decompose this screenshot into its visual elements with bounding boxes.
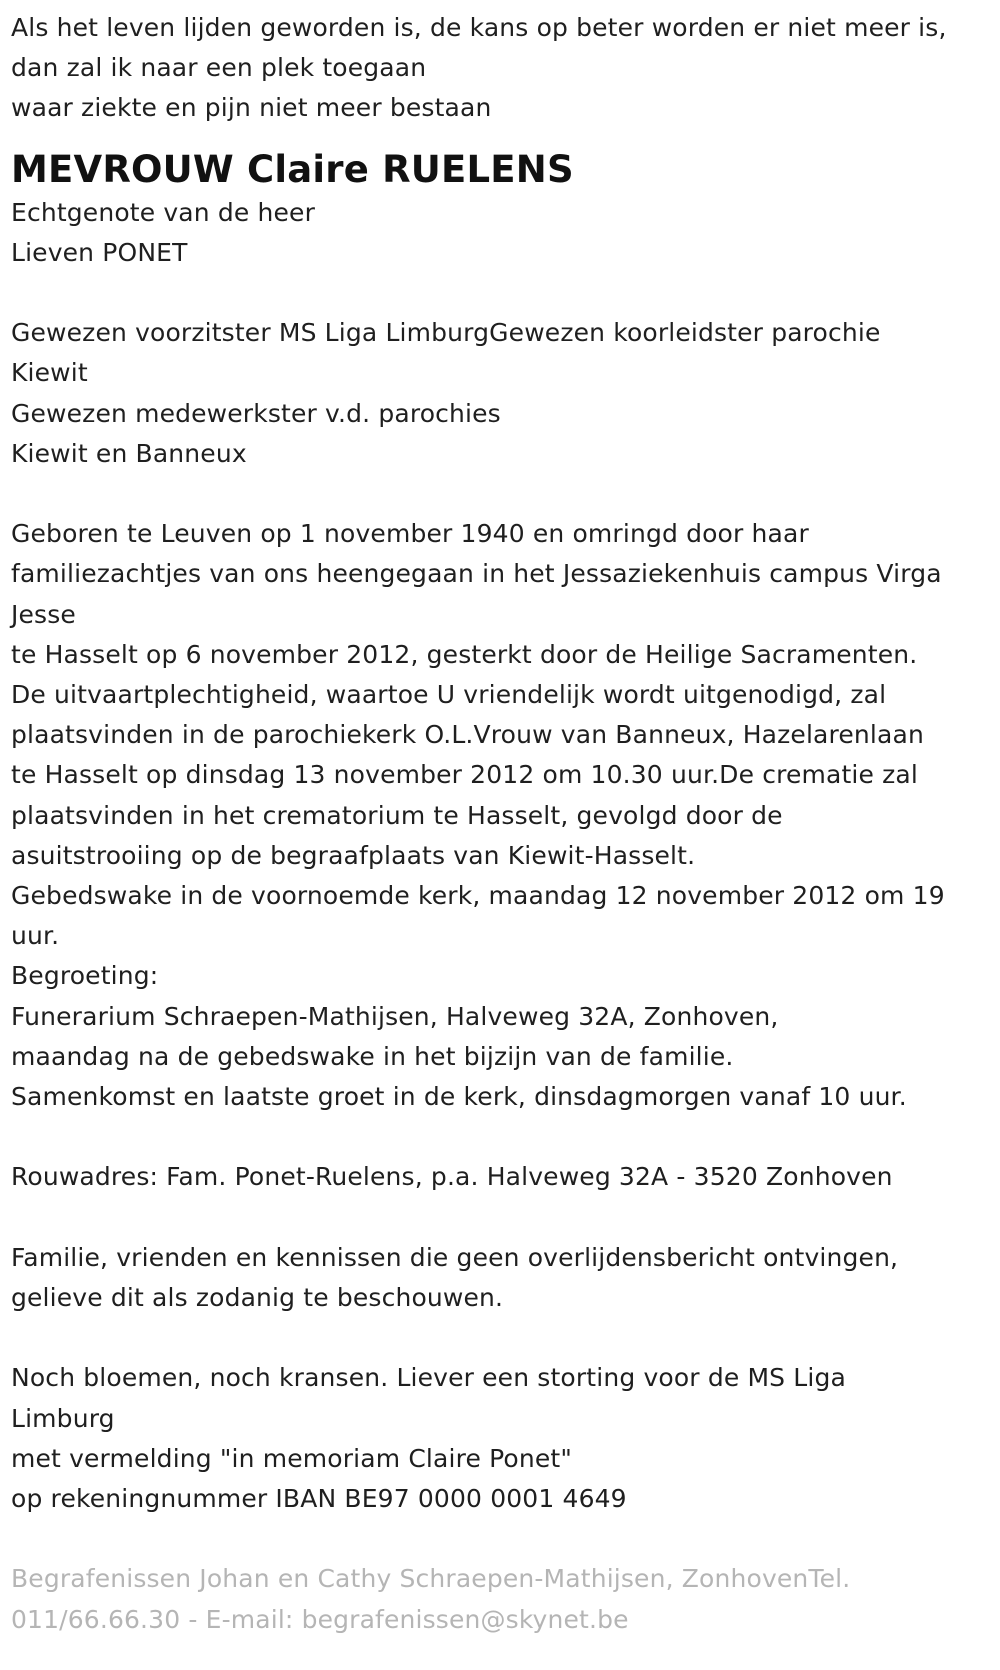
spacer: [11, 1519, 990, 1559]
spacer: [11, 1117, 990, 1157]
role-line: Kiewit: [11, 358, 88, 388]
spouse-block: [11, 193, 990, 273]
mourning-address: Rouwadres: Fam. Ponet-Ruelens, p.a. Halveweg 32A - 3520 Zonhoven: [11, 1162, 893, 1192]
detail-line: te Hasselt op 6 november 2012, gesterkt door de Heilige Sacramenten.: [11, 639, 918, 669]
spacer: [11, 273, 990, 313]
notice-block: [11, 1238, 990, 1318]
detail-line: Samenkomst en laatste groet in de kerk, dinsdagmorgen vanaf 10 uur.: [11, 1082, 907, 1112]
spacer: [11, 474, 990, 514]
poem-line: dan zal ik naar een plek toegaan: [11, 53, 427, 83]
funeral-home-footer: [11, 1559, 990, 1639]
deceased-name: MEVROUW Claire RUELENS: [11, 147, 574, 191]
donation-line: op rekeningnummer IBAN BE97 0000 0001 4649: [11, 1484, 627, 1514]
detail-line: familiezachtjes van ons heengegaan in het Jessaziekenhuis campus Virga: [11, 559, 942, 589]
poem-block: [11, 8, 990, 129]
role-line: Gewezen medewerkster v.d. parochies: [11, 398, 501, 428]
poem-line: Als het leven lijden geworden is, de kans op beter worden er niet meer is,: [11, 13, 947, 42]
detail-line: maandag na de gebedswake in het bijzijn van de familie.: [11, 1041, 734, 1071]
details-block: [11, 514, 990, 1117]
donation-line: Noch bloemen, noch kransen. Liever een storting voor de MS Liga: [11, 1363, 846, 1393]
detail-line: Jesse: [11, 599, 76, 629]
spacer: [11, 1198, 990, 1238]
footer-line: Begrafenissen Johan en Cathy Schraepen-Mathijsen, ZonhovenTel.: [11, 1564, 851, 1594]
notice-line: gelieve dit als zodanig te beschouwen.: [11, 1283, 504, 1313]
donation-line: met vermelding "in memoriam Claire Ponet": [11, 1443, 572, 1473]
notice-line: Familie, vrienden en kennissen die geen overlijdensbericht ontvingen,: [11, 1242, 899, 1272]
detail-line: asuitstrooiing op de begraafplaats van Kiewit-Hasselt.: [11, 840, 696, 870]
detail-line: plaatsvinden in het crematorium te Hasselt, gevolgd door de: [11, 800, 783, 830]
detail-line: Begroeting:: [11, 961, 159, 991]
detail-line: De uitvaartplechtigheid, waartoe U vriendelijk wordt uitgenodigd, zal: [11, 680, 887, 710]
detail-line: plaatsvinden in de parochiekerk O.L.Vrouw van Banneux, Hazelarenlaan: [11, 720, 924, 750]
spouse-line: Echtgenote van de heer: [11, 197, 315, 227]
spacer: [11, 129, 990, 147]
detail-line: Funerarium Schraepen-Mathijsen, Halveweg 32A, Zonhoven,: [11, 1001, 779, 1031]
donation-block: [11, 1358, 990, 1519]
roles-block: [11, 313, 990, 474]
detail-line: Geboren te Leuven op 1 november 1940 en omringd door haar: [11, 519, 809, 549]
role-line: Kiewit en Banneux: [11, 438, 247, 468]
detail-line: Gebedswake in de voornoemde kerk, maandag 12 november 2012 om 19: [11, 881, 945, 911]
spouse-line: Lieven PONET: [11, 237, 188, 267]
detail-line: uur.: [11, 921, 60, 951]
donation-line: Limburg: [11, 1403, 115, 1433]
role-line: Gewezen voorzitster MS Liga LimburgGewezen koorleidster parochie: [11, 318, 881, 348]
spacer: [11, 1318, 990, 1358]
poem-line: waar ziekte en pijn niet meer bestaan: [11, 93, 492, 123]
footer-contact[interactable]: 011/66.66.30 - E-mail: begrafenissen@skynet.be: [11, 1604, 629, 1634]
detail-line: te Hasselt op dinsdag 13 november 2012 om 10.30 uur.De crematie zal: [11, 760, 918, 790]
